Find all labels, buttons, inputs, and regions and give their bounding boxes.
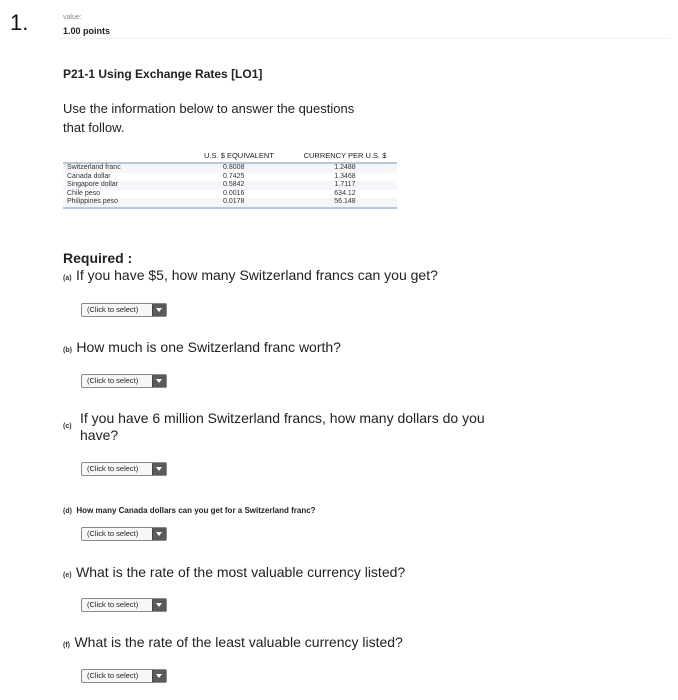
header-usd-equivalent: U.S. $ EQUIVALENT bbox=[185, 151, 293, 163]
points-value: 1.00 points bbox=[63, 26, 111, 36]
value-label: value: bbox=[63, 14, 82, 21]
part-c bbox=[63, 410, 503, 444]
part-question: If you have $5, how many Switzerland francs can you get? bbox=[76, 267, 438, 283]
part-b-answer-select[interactable] bbox=[81, 374, 167, 388]
part-c-answer-select[interactable] bbox=[81, 462, 167, 476]
table-row bbox=[63, 163, 397, 173]
table-header-row bbox=[63, 151, 397, 163]
currency-name: Chile peso bbox=[67, 189, 101, 197]
part-question: What is the rate of the most valuable currency listed? bbox=[76, 564, 406, 580]
question-number: 1. bbox=[10, 10, 29, 35]
currency-name: Canada dollar bbox=[67, 172, 111, 180]
usd-equivalent: 0.5842 bbox=[185, 181, 293, 190]
chevron-down-icon bbox=[156, 308, 162, 312]
currency-per-usd: 1.3468 bbox=[334, 172, 356, 180]
select-dropdown-button[interactable] bbox=[152, 528, 166, 540]
header-currency bbox=[63, 151, 185, 163]
part-d bbox=[63, 500, 316, 518]
chevron-down-icon bbox=[156, 467, 162, 471]
select-dropdown-button[interactable] bbox=[152, 670, 166, 682]
currency-per-usd: 1.2488 bbox=[293, 163, 397, 173]
currency-name: Switzerland franc bbox=[63, 163, 185, 173]
header-divider bbox=[60, 38, 670, 39]
part-question: How much is one Switzerland franc worth? bbox=[76, 339, 341, 355]
select-placeholder: (Click to select) bbox=[87, 671, 139, 680]
usd-equivalent: 0.8008 bbox=[185, 163, 293, 173]
table-row bbox=[63, 173, 397, 182]
part-a-answer-select[interactable] bbox=[81, 303, 167, 317]
chevron-down-icon bbox=[156, 674, 162, 678]
currency-per-usd: 56.148 bbox=[293, 198, 397, 208]
select-placeholder: (Click to select) bbox=[87, 600, 139, 609]
select-placeholder: (Click to select) bbox=[87, 305, 139, 314]
currency-per-usd: 1.7117 bbox=[293, 181, 397, 190]
chevron-down-icon bbox=[156, 532, 162, 536]
currency-name: Singapore dollar bbox=[63, 181, 185, 190]
select-dropdown-button[interactable] bbox=[152, 375, 166, 387]
select-placeholder: (Click to select) bbox=[87, 376, 139, 385]
usd-equivalent: 0.7425 bbox=[223, 172, 245, 180]
select-dropdown-button[interactable] bbox=[152, 304, 166, 316]
required-heading: Required : bbox=[63, 250, 133, 266]
part-f bbox=[63, 634, 403, 652]
select-placeholder: (Click to select) bbox=[87, 529, 139, 538]
table-footer-rule bbox=[63, 208, 397, 211]
header-currency-per-usd: CURRENCY PER U.S. $ bbox=[293, 151, 397, 163]
table-row bbox=[63, 198, 397, 208]
part-d-answer-select[interactable] bbox=[81, 527, 167, 541]
part-f-answer-select[interactable] bbox=[81, 669, 167, 683]
table-row bbox=[63, 181, 397, 190]
part-label: (e) bbox=[63, 572, 72, 579]
part-question-line2: have? bbox=[80, 427, 119, 443]
part-question: How many Canada dollars can you get for a Switzerland franc? bbox=[76, 506, 316, 515]
part-question: What is the rate of the least valuable currency listed? bbox=[74, 634, 403, 650]
part-label: (b) bbox=[63, 347, 72, 354]
currency-per-usd: 634.12 bbox=[334, 189, 356, 197]
part-label: (d) bbox=[63, 508, 72, 515]
part-a bbox=[63, 267, 438, 285]
part-question-line1: If you have 6 million Switzerland francs, how many dollars do you bbox=[80, 410, 485, 426]
part-label: (a) bbox=[63, 275, 72, 282]
part-label: (f) bbox=[63, 642, 70, 649]
part-e-answer-select[interactable] bbox=[81, 598, 167, 612]
currency-name: Philippines peso bbox=[63, 198, 185, 208]
part-e bbox=[63, 564, 405, 582]
exchange-rate-table bbox=[63, 151, 397, 211]
chevron-down-icon bbox=[156, 603, 162, 607]
select-dropdown-button[interactable] bbox=[152, 599, 166, 611]
table-row bbox=[63, 190, 397, 199]
part-b bbox=[63, 339, 341, 357]
problem-intro: Use the information below to answer the questions that follow. bbox=[63, 101, 355, 135]
usd-equivalent: 0.0178 bbox=[185, 198, 293, 208]
problem-title: P21-1 Using Exchange Rates [LO1] bbox=[63, 67, 263, 81]
part-label: (c) bbox=[63, 423, 72, 430]
select-dropdown-button[interactable] bbox=[152, 463, 166, 475]
chevron-down-icon bbox=[156, 379, 162, 383]
usd-equivalent: 0.0016 bbox=[223, 189, 245, 197]
select-placeholder: (Click to select) bbox=[87, 464, 139, 473]
